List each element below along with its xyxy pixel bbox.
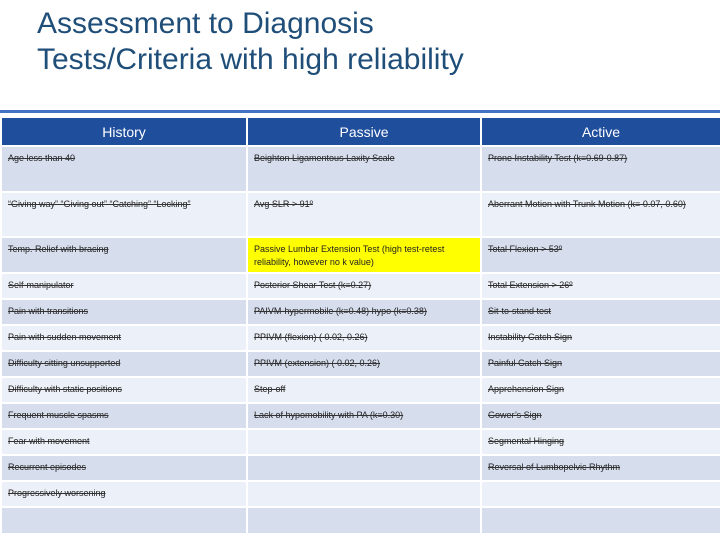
table-row bbox=[1, 455, 720, 481]
table-row bbox=[1, 237, 720, 273]
active-cell: Total Extension > 26º bbox=[481, 273, 720, 299]
title-line-1: Assessment to Diagnosis bbox=[37, 7, 374, 40]
passive-cell bbox=[247, 429, 481, 455]
history-cell: Frequent muscle spasms bbox=[1, 403, 247, 429]
history-cell: “Giving way” “Giving out” “Catching” “Locking” bbox=[1, 192, 247, 237]
history-cell: Fear with movement bbox=[1, 429, 247, 455]
history-cell: Recurrent episodes bbox=[1, 455, 247, 481]
passive-cell: Step-off bbox=[247, 377, 481, 403]
passive-cell bbox=[247, 507, 481, 534]
table-row bbox=[1, 403, 720, 429]
slide-title bbox=[37, 6, 697, 78]
passive-cell-highlighted: Passive Lumbar Extension Test (high test-retest reliability, however no k value) bbox=[247, 237, 481, 273]
title-divider bbox=[0, 110, 720, 113]
active-cell bbox=[481, 481, 720, 507]
table-row bbox=[1, 377, 720, 403]
header-history: History bbox=[1, 117, 247, 146]
criteria-table bbox=[0, 116, 720, 535]
passive-cell: Lack of hypomobility with PA (k=0.30) bbox=[247, 403, 481, 429]
history-cell: Age less than 40 bbox=[1, 146, 247, 192]
passive-cell: Beighton Ligamentous Laxity Scale bbox=[247, 146, 481, 192]
history-cell: Progressively worsening bbox=[1, 481, 247, 507]
table-row bbox=[1, 481, 720, 507]
header-active: Active bbox=[481, 117, 720, 146]
active-cell: Segmental Hinging bbox=[481, 429, 720, 455]
history-cell: Temp. Relief with bracing bbox=[1, 237, 247, 273]
table-row bbox=[1, 429, 720, 455]
active-cell: Aberrant Motion with Trunk Motion (k= 0.07, 0.60) bbox=[481, 192, 720, 237]
passive-cell: PAIVM-hypermobile (k=0.48) hypo (k=0.38) bbox=[247, 299, 481, 325]
active-cell bbox=[481, 507, 720, 534]
table-row bbox=[1, 192, 720, 237]
history-cell: Self-manipulator bbox=[1, 273, 247, 299]
history-cell bbox=[1, 507, 247, 534]
table-row bbox=[1, 351, 720, 377]
active-cell: Gower’s Sign bbox=[481, 403, 720, 429]
passive-cell bbox=[247, 455, 481, 481]
passive-cell: PPIVM (flexion) ( 0.02, 0.26) bbox=[247, 325, 481, 351]
header-passive: Passive bbox=[247, 117, 481, 146]
active-cell: Painful Catch Sign bbox=[481, 351, 720, 377]
table-row bbox=[1, 507, 720, 534]
header-row bbox=[1, 117, 720, 146]
active-cell: Instability Catch Sign bbox=[481, 325, 720, 351]
history-cell: Pain with transitions bbox=[1, 299, 247, 325]
passive-cell: Avg SLR > 91º bbox=[247, 192, 481, 237]
passive-cell: PPIVM (extension) ( 0.02, 0.26) bbox=[247, 351, 481, 377]
history-cell: Pain with sudden movement bbox=[1, 325, 247, 351]
table-row bbox=[1, 299, 720, 325]
active-cell: Prone Instability Test (k=0.69-0.87) bbox=[481, 146, 720, 192]
active-cell: Apprehension Sign bbox=[481, 377, 720, 403]
table-row bbox=[1, 146, 720, 192]
passive-cell: Posterior Shear Test (k=0.27) bbox=[247, 273, 481, 299]
table-row bbox=[1, 273, 720, 299]
active-cell: Sit-to-stand test bbox=[481, 299, 720, 325]
title-line-2: Tests/Criteria with high reliability bbox=[37, 43, 464, 76]
active-cell: Reversal of Lumbopelvic Rhythm bbox=[481, 455, 720, 481]
history-cell: Difficulty with static positions bbox=[1, 377, 247, 403]
table-row bbox=[1, 325, 720, 351]
history-cell: Difficulty sitting unsupported bbox=[1, 351, 247, 377]
passive-cell bbox=[247, 481, 481, 507]
active-cell: Total Flexion > 53º bbox=[481, 237, 720, 273]
